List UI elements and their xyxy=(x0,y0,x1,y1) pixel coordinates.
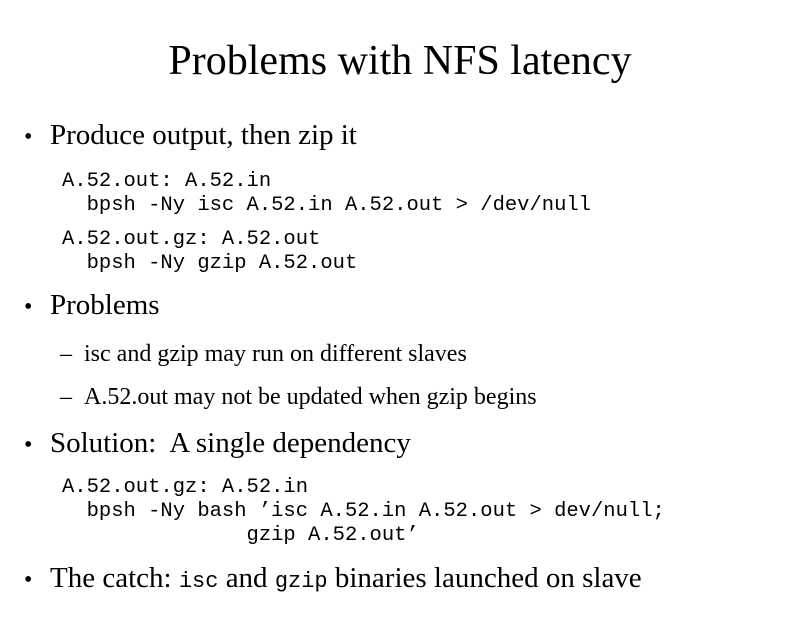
bullet-marker: • xyxy=(24,294,33,320)
code-block-2 xyxy=(62,228,357,276)
code-line: bpsh -Ny isc A.52.in A.52.out > /dev/null xyxy=(62,194,591,217)
code-block-3 xyxy=(62,476,665,548)
sub-bullet-text: A.52.out may not be updated when gzip begins xyxy=(84,384,537,410)
code-line: A.52.out.gz: A.52.in xyxy=(62,476,309,499)
sub-bullet-marker: – xyxy=(60,341,72,367)
code-line: bpsh -Ny gzip A.52.out xyxy=(62,252,358,275)
bullet-text: Problems xyxy=(50,289,160,321)
slide-title: Problems with NFS latency xyxy=(168,38,632,84)
bullet-text: Produce output, then zip it xyxy=(50,119,357,151)
bullet-produce-output xyxy=(24,118,357,154)
code-line: bpsh -Ny bash ’isc A.52.in A.52.out > dev/null; xyxy=(62,500,665,523)
code-block-1 xyxy=(62,170,591,218)
sub-bullet-text: isc and gzip may run on different slaves xyxy=(84,341,467,367)
bullet-text: Solution: A single dependency xyxy=(50,427,411,459)
sub-bullet-different-slaves xyxy=(60,339,467,369)
code-line: A.52.out.gz: A.52.out xyxy=(62,228,321,251)
bullet-solution xyxy=(24,426,411,462)
bullet-problems xyxy=(24,288,160,324)
bullet-marker: • xyxy=(24,432,33,458)
code-line: A.52.out: A.52.in xyxy=(62,170,272,193)
inline-code-gzip: gzip xyxy=(274,569,328,594)
bullet-the-catch xyxy=(24,561,642,599)
bullet-marker: • xyxy=(24,124,33,150)
bullet-text-before: The catch: xyxy=(50,562,179,594)
code-line: gzip A.52.out’ xyxy=(62,524,419,547)
sub-bullet-marker: – xyxy=(60,384,72,410)
sub-bullet-not-updated xyxy=(60,382,537,412)
bullet-text-after: binaries launched on slave xyxy=(327,562,642,594)
bullet-text-mid: and xyxy=(218,562,275,594)
inline-code-isc: isc xyxy=(178,569,219,594)
bullet-marker: • xyxy=(24,567,33,593)
